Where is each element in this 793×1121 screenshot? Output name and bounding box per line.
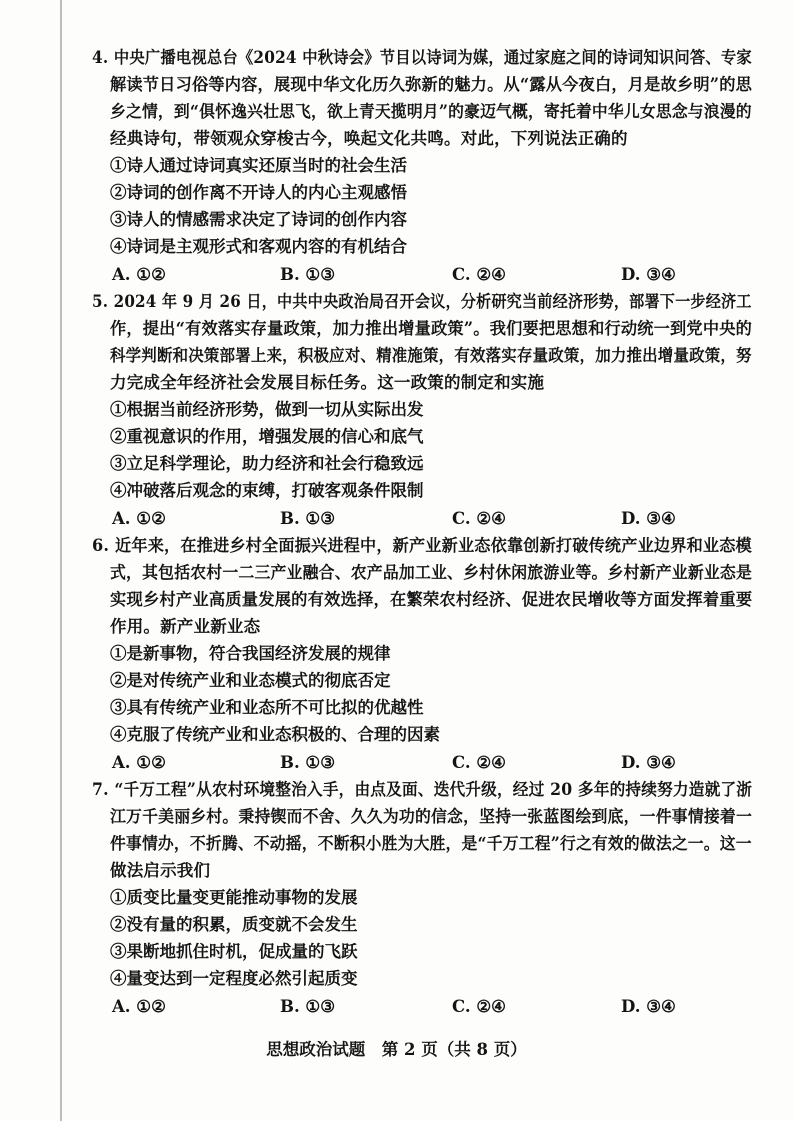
question-6-choice-b[interactable]: B. ①③ — [280, 753, 336, 772]
question-4-choice-b[interactable]: B. ①③ — [280, 265, 336, 284]
question-4-line-1: 4. 中央广播电视总台《2024 中秋诗会》节目以诗词为媒，通过家庭之间的诗词知识问答、专家 — [92, 48, 752, 67]
question-6-option-2: ②是对传统产业和业态模式的彻底否定 — [110, 671, 391, 690]
question-6-choice-c[interactable]: C. ②④ — [452, 753, 506, 772]
question-5-choices — [0, 508, 793, 530]
question-6-option-1: ①是新事物，符合我国经济发展的规律 — [110, 644, 391, 663]
question-4-line-3: 乡之情，到“俱怀逸兴壮思飞，欲上青天揽明月”的豪迈气概，寄托着中华儿女思念与浪漫的 — [110, 102, 752, 121]
question-7-choice-d[interactable]: D. ③④ — [621, 997, 676, 1016]
question-6-line-2: 式，其包括农村一二三产业融合、农产品加工业、乡村休闲旅游业等。乡村新产业新业态是 — [110, 563, 753, 582]
question-6-option-3: ③具有传统产业和业态所不可比拟的优越性 — [110, 698, 424, 717]
question-6-choice-d[interactable]: D. ③④ — [621, 753, 676, 772]
question-4-option-4: ④诗词是主观形式和客观内容的有机结合 — [110, 237, 407, 256]
question-5-line-1: 5. 2024 年 9 月 26 日，中共中央政治局召开会议，分析研究当前经济形势，部署下一步经济工 — [92, 292, 752, 311]
question-7-choice-c[interactable]: C. ②④ — [452, 997, 506, 1016]
question-4-line-4: 经典诗句，带领观众穿梭古今，唤起文化共鸣。对此，下列说法正确的 — [110, 129, 628, 148]
question-6-line-1: 6. 近年来，在推进乡村全面振兴进程中，新产业新业态依靠创新打破传统产业边界和业态模 — [92, 536, 752, 555]
question-5-choice-d[interactable]: D. ③④ — [621, 509, 676, 528]
question-7-option-4: ④量变达到一定程度必然引起质变 — [110, 969, 358, 988]
question-7-choice-b[interactable]: B. ①③ — [280, 997, 336, 1016]
question-7-option-2: ②没有量的积累，质变就不会发生 — [110, 915, 358, 934]
question-4-option-1: ①诗人通过诗词真实还原当时的社会生活 — [110, 156, 407, 175]
question-7-line-1: 7. “千万工程”从农村环境整治入手，由点及面、迭代升级，经过 20 多年的持续努力造就了浙 — [92, 780, 753, 799]
question-4-choice-d[interactable]: D. ③④ — [621, 265, 676, 284]
question-5-line-2: 作，提出“有效落实存量政策，加力推出增量政策”。我们要把思想和行动统一到党中央的 — [110, 319, 753, 338]
question-7-line-3: 件事情办，不折腾、不动摇，不断积小胜为大胜，是“千万工程”行之有效的做法之一。这一 — [110, 834, 752, 853]
question-7-option-3: ③果断地抓住时机，促成量的飞跃 — [110, 942, 358, 961]
question-5-option-2: ②重视意识的作用，增强发展的信心和底气 — [110, 427, 424, 446]
question-7-choices — [0, 996, 793, 1018]
question-5-choice-b[interactable]: B. ①③ — [280, 509, 336, 528]
question-5-line-3: 科学判断和决策部署上来，积极应对、精准施策，有效落实存量政策，加力推出增量政策，努 — [110, 346, 752, 365]
question-6-choices — [0, 752, 793, 774]
question-7-option-1: ①质变比量变更能推动事物的发展 — [110, 888, 358, 907]
question-4-choice-c[interactable]: C. ②④ — [452, 265, 506, 284]
question-5-choice-c[interactable]: C. ②④ — [452, 509, 506, 528]
question-7-line-4: 做法启示我们 — [110, 861, 211, 880]
question-4-line-2: 解读节日习俗等内容，展现中华文化历久弥新的魅力。从“露从今夜白，月是故乡明”的思 — [110, 75, 753, 94]
page-footer: 思想政治试题 第 2 页（共 8 页） — [266, 1040, 527, 1059]
question-5-option-4: ④冲破落后观念的束缚，打破客观条件限制 — [110, 481, 424, 500]
question-6-line-4: 作用。新产业新业态 — [110, 617, 261, 636]
question-6-line-3: 实现乡村产业高质量发展的有效选择，在繁荣农村经济、促进农民增收等方面发挥着重要 — [110, 590, 753, 609]
question-5-line-4: 力完成全年经济社会发展目标任务。这一政策的制定和实施 — [110, 373, 545, 392]
question-4-option-3: ③诗人的情感需求决定了诗词的创作内容 — [110, 210, 407, 229]
question-4-choices — [0, 264, 793, 286]
page-binding-edge — [60, 0, 62, 1121]
question-5-option-1: ①根据当前经济形势，做到一切从实际出发 — [110, 400, 424, 419]
question-6-option-4: ④克服了传统产业和业态积极的、合理的因素 — [110, 725, 440, 744]
question-5-option-3: ③立足科学理论，助力经济和社会行稳致远 — [110, 454, 424, 473]
question-7-line-2: 江万千美丽乡村。秉持锲而不舍、久久为功的信念，坚持一张蓝图绘到底，一件事情接着一 — [110, 807, 753, 826]
question-5-choice-a[interactable]: A. ①② — [112, 509, 166, 528]
question-4-choice-a[interactable]: A. ①② — [112, 265, 166, 284]
question-7-choice-a[interactable]: A. ①② — [112, 997, 166, 1016]
question-4-option-2: ②诗词的创作离不开诗人的内心主观感悟 — [110, 183, 407, 202]
question-6-choice-a[interactable]: A. ①② — [112, 753, 166, 772]
